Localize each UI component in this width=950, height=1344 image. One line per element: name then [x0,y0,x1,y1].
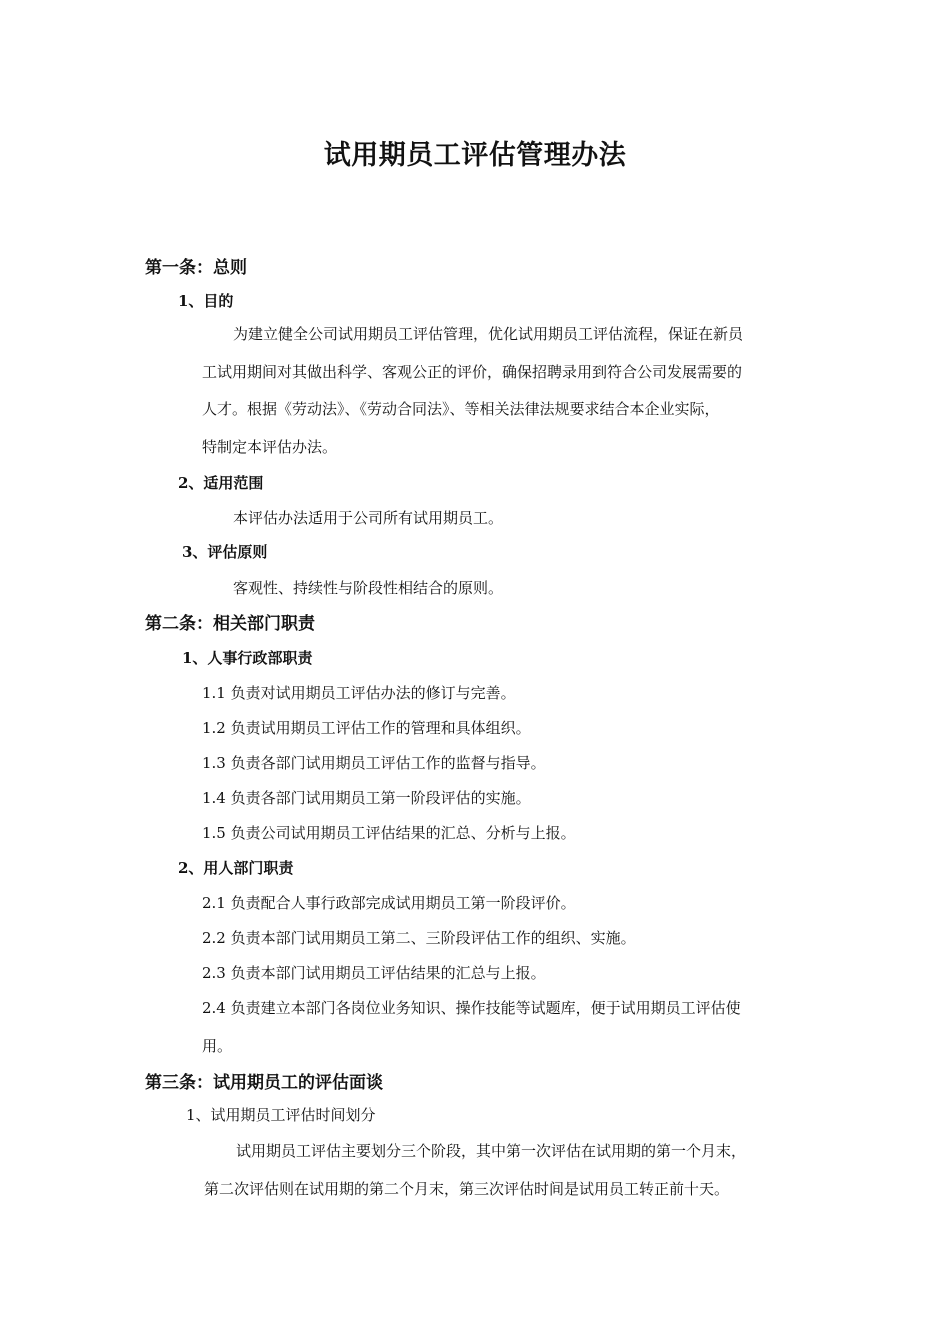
article-1-section-2-text: 本评估办法适用于公司所有试用期员工。 [233,509,504,527]
article-1-section-3-text: 客观性、持续性与阶段性相结合的原则。 [233,579,504,597]
article-3-section-1-heading: 1、试用期员工评估时间划分 [186,1106,376,1124]
article-1-section-1-line-2: 工试用期间对其做出科学、客观公正的评价，确保招聘录用到符合公司发展需要的 [202,363,743,381]
article-2-item-2-1: 2.1 负责配合人事行政部完成试用期员工第一阶段评价。 [202,894,576,912]
article-2-item-2-2: 2.2 负责本部门试用期员工第二、三阶段评估工作的组织、实施。 [202,929,636,947]
article-2-item-1-1: 1.1 负责对试用期员工评估办法的修订与完善。 [202,684,516,702]
article-1-section-3-heading: 3、评估原则 [182,543,268,561]
article-3-heading: 第三条：试用期员工的评估面谈 [145,1073,383,1093]
article-2-item-2-4: 2.4 负责建立本部门各岗位业务知识、操作技能等试题库，便于试用期员工评估使 [202,999,741,1017]
article-1-section-1-line-4: 特制定本评估办法。 [202,438,338,456]
article-2-item-2-4-continued: 用。 [202,1037,233,1055]
article-1-heading: 第一条：总则 [145,258,247,278]
article-1-section-1-line-1: 为建立健全公司试用期员工评估管理，优化试用期员工评估流程，保证在新员 [233,325,744,343]
article-2-item-1-2: 1.2 负责试用期员工评估工作的管理和具体组织。 [202,719,531,737]
article-3-section-1-line-2: 第二次评估则在试用期的第二个月末，第三次评估时间是试用员工转正前十天。 [204,1180,730,1198]
article-2-section-1-heading: 1、人事行政部职责 [182,649,313,667]
article-2-item-1-3: 1.3 负责各部门试用期员工评估工作的监督与指导。 [202,754,546,772]
article-2-item-1-4: 1.4 负责各部门试用期员工第一阶段评估的实施。 [202,789,531,807]
article-1-section-2-heading: 2、适用范围 [178,474,264,492]
article-2-section-2-heading: 2、用人部门职责 [178,859,294,877]
article-1-section-1-line-3: 人才。根据《劳动法》、《劳动合同法》、等相关法律法规要求结合本企业实际， [202,400,720,418]
article-2-heading: 第二条：相关部门职责 [145,614,315,634]
article-3-section-1-line-1: 试用期员工评估主要划分三个阶段，其中第一次评估在试用期的第一个月末， [236,1142,747,1160]
article-2-item-2-3: 2.3 负责本部门试用期员工评估结果的汇总与上报。 [202,964,546,982]
article-2-item-1-5: 1.5 负责公司试用期员工评估结果的汇总、分析与上报。 [202,824,576,842]
article-1-section-1-heading: 1、目的 [178,292,234,310]
document-title: 试用期员工评估管理办法 [323,140,627,171]
